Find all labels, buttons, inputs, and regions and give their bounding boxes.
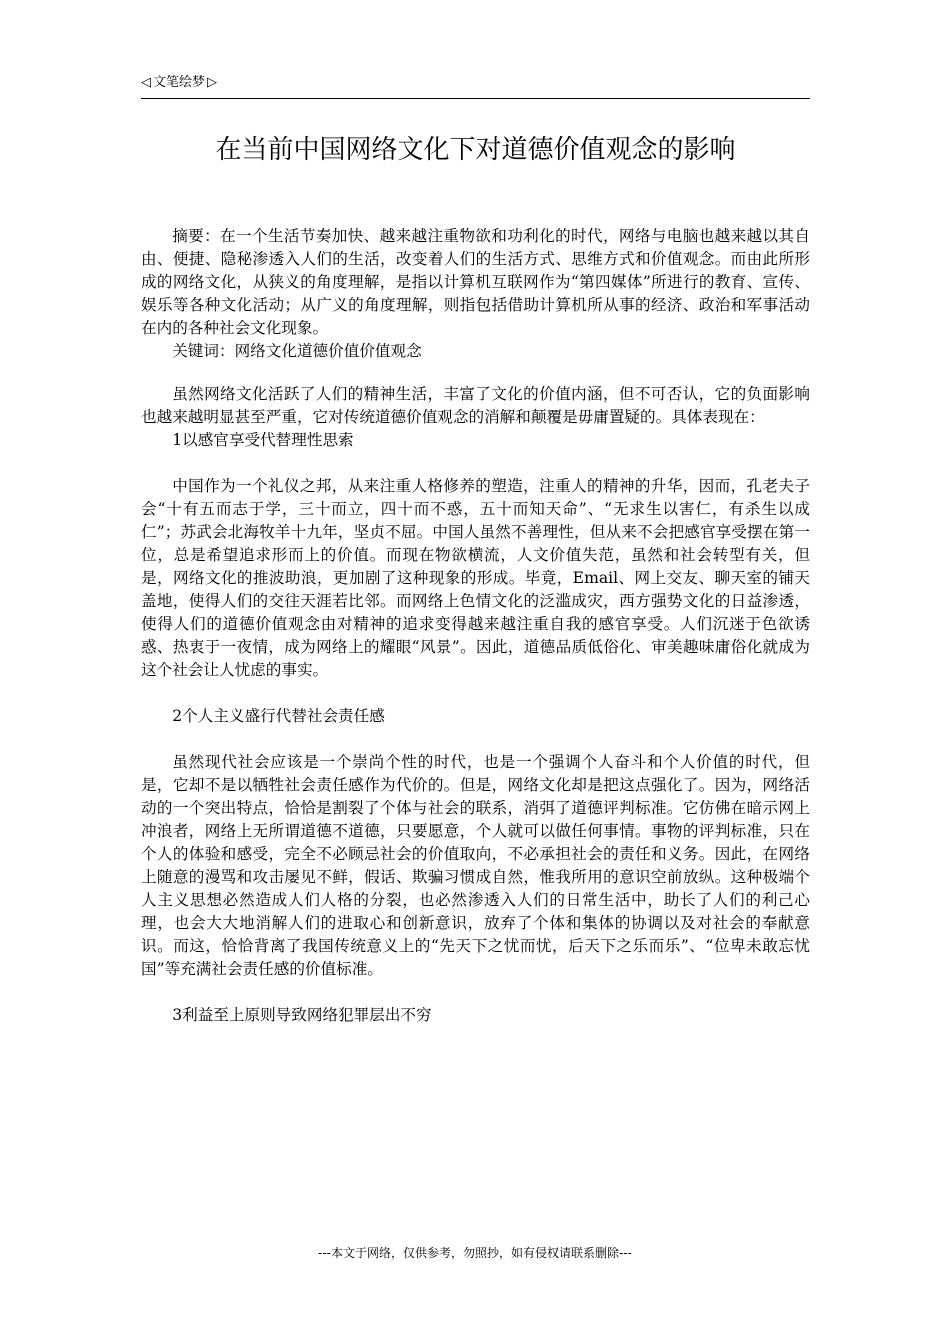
right-triangle-icon: ▷ — [207, 75, 218, 90]
document-body — [141, 225, 810, 1027]
brand-label: 文笔绘梦 — [153, 75, 206, 90]
intro-paragraph: 虽然网络文化活跃了人们的精神生活，丰富了文化的价值内涵，但不可否认，它的负面影响也越来越明显甚至严重，它对传统道德价值观念的消解和颠覆是毋庸置疑的。具体表现在： — [141, 385, 810, 426]
section-3-heading: 3利益至上原则导致网络犯罪层出不穷 — [172, 1006, 432, 1024]
section-1-heading: 1以感官享受代替理性思索 — [172, 431, 354, 449]
spacer — [141, 452, 810, 475]
spacer — [141, 981, 810, 1004]
abstract-paragraph: 摘要：在一个生活节奏加快、越来越注重物欲和功利化的时代，网络与电脑也越来越以其自由、便捷、隐秘渗透入人们的生活，改变着人们的生活方式、思维方式和价值观念。而由此所形成的网络文化，从狭义的角度理解，是指以计算机互联网作为“第四媒体”所进行的教育、宣传、娱乐等各种文化活动；从广义的角度理解，则指包括借助计算机所从事的经济、政治和军事活动在内的各种社会文化现象。 — [141, 227, 810, 337]
spacer — [141, 728, 810, 751]
header-divider — [141, 98, 810, 99]
spacer — [141, 363, 810, 383]
spacer — [141, 682, 810, 705]
footer-disclaimer: ---本文于网络，仅供参考，勿照抄，如有侵权请联系删除--- — [318, 1246, 632, 1260]
section-2-body: 虽然现代社会应该是一个崇尚个性的时代，也是一个强调个人奋斗和个人价值的时代，但是，它却不是以牺牲社会责任感作为代价的。但是，网络文化却是把这点强化了。因为，网络活动的一个突出特点，恰恰是割裂了个体与社会的联系，消弭了道德评判标准。它仿佛在暗示网上冲浪者，网络上无所谓道德不道德，只要愿意，个人就可以做任何事情。事物的评判标准，只在个人的体验和感受，完全不必顾忌社会的价值取向，不必承担社会的责任和义务。因此，在网络上随意的漫骂和攻击屡见不鲜，假话、欺骗习惯成自然，惟我所用的意识空前放纵。这种极端个人主义思想必然造成人们人格的分裂，也必然渗透入人们的日常生活中，助长了人们的利己心理，也会大大地消解人们的进取心和创新意识，放弃了个体和集体的协调以及对社会的奉献意识。而这，恰恰背离了我国传统意义上的“先天下之忧而忧，后天下之乐而乐”、“位卑未敢忘忧国”等充满社会责任感的价值标准。 — [141, 753, 810, 978]
page-title: 在当前中国网络文化下对道德价值观念的影响 — [215, 135, 736, 165]
section-2-heading: 2个人主义盛行代替社会责任感 — [172, 707, 385, 725]
section-1-body: 中国作为一个礼仪之邦，从来注重人格修养的塑造，注重人的精神的升华，因而，孔老夫子会“十有五而志于学，三十而立，四十而不惑，五十而知天命”、“无求生以害仁，有杀生以成仁”；苏武会北海牧羊十九年，坚贞不屈。中国人虽然不善理性，但从来不会把感官享受摆在第一位，总是希望追求形而上的价值。而现在物欲横流，人文价值失范，虽然和社会转型有关，但是，网络文化的推波助浪，更加剧了这种现象的形成。毕竟，Email、网上交友、聊天室的铺天盖地，使得人们的交往天涯若比邻。而网络上色情文化的泛滥成灾，西方强势文化的日益渗透，使得人们的道德价值观念由对精神的追求变得越来越注重自我的感官享受。人们沉迷于色欲诱惑、热衷于一夜情，成为网络上的耀眼“风景”。因此，道德品质低俗化、审美趣味庸俗化就成为这个社会让人忧虑的事实。 — [141, 477, 810, 679]
keywords-line: 关键词：网络文化道德价值价值观念 — [172, 342, 422, 360]
left-triangle-icon: ◁ — [141, 75, 151, 90]
document-header — [141, 74, 217, 92]
